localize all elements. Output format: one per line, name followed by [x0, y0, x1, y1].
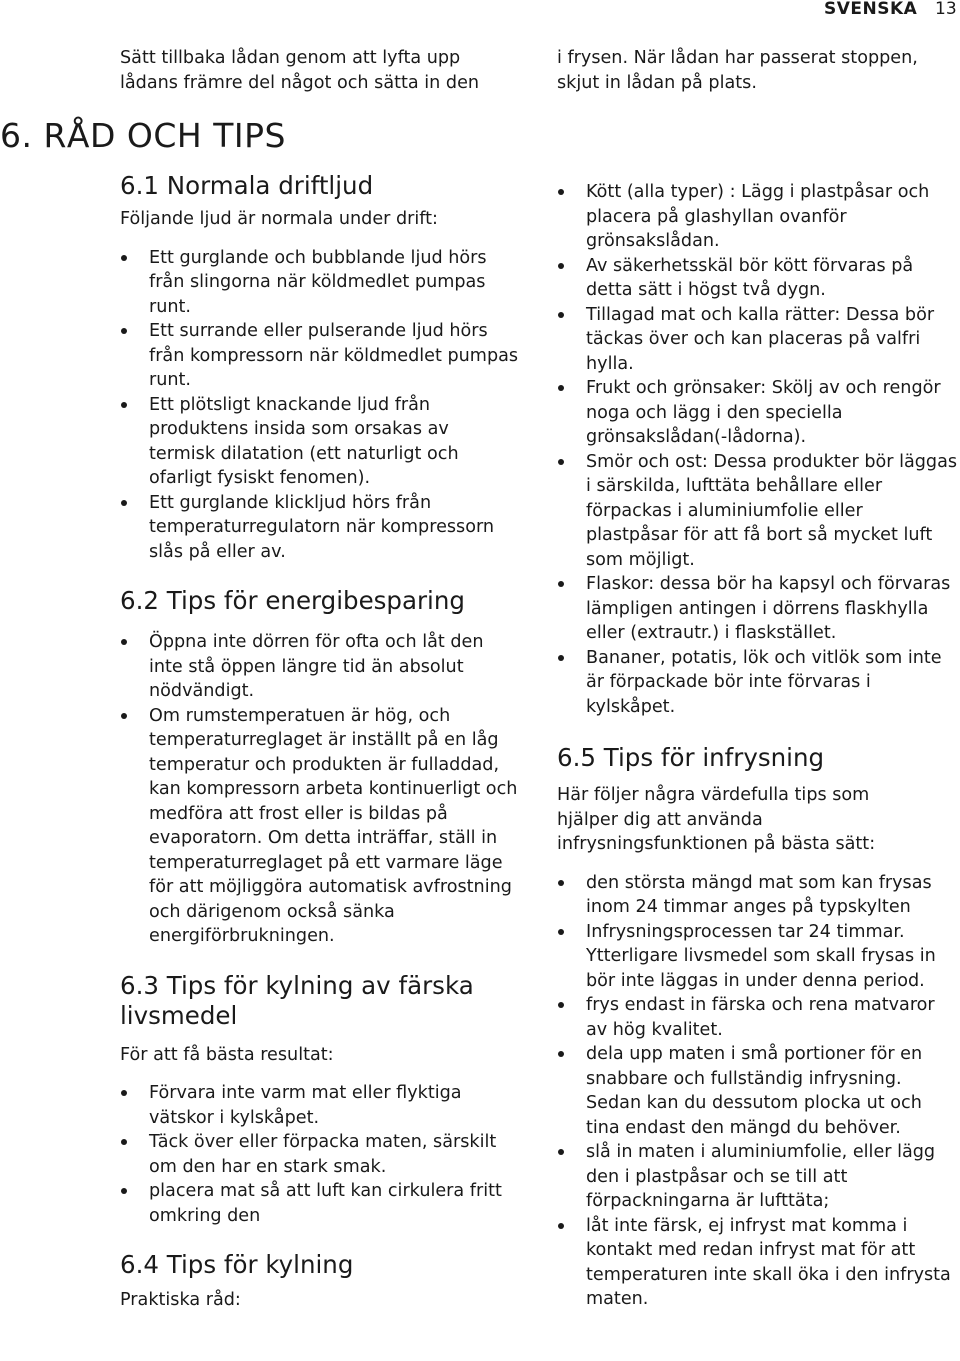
- list-item: Ett plötsligt knackande ljud från produktens insida som orsakas av termisk dilatation (ett naturligt och ofarligt fysiskt fenomen).: [120, 393, 520, 491]
- section-6-1-intro: Följande ljud är normala under drift:: [120, 209, 438, 229]
- continuation-paragraph: i frysen. När lådan har passerat stoppen, skjut in lådan på plats.: [557, 48, 918, 93]
- section-6-4-intro: Praktiska råd:: [120, 1290, 241, 1310]
- list-item: Frukt och grönsaker: Skölj av och rengör noga och lägg i den speciella grönsakslådan(-lådorna).: [557, 376, 960, 450]
- page-number: 13: [935, 0, 957, 19]
- section-6-2-list: [120, 630, 520, 949]
- left-column: [120, 46, 520, 1313]
- section-6-2-title: 6.2 Tips för energibesparing: [120, 586, 465, 615]
- list-item: Bananer, potatis, lök och vitlök som inte är förpackade bör inte förvaras i kylskåpet.: [557, 646, 960, 720]
- list-item: slå in maten i aluminiumfolie, eller lägg den i plastpåsar och se till att förpackningarna är lufttäta;: [557, 1140, 960, 1214]
- list-item: dela upp maten i små portioner för en snabbare och fullständig infrysning. Sedan kan du dessutom plocka ut och tina endast den mängd du behöver.: [557, 1042, 960, 1140]
- language-label: SVENSKA: [824, 0, 918, 19]
- list-item: Täck över eller förpacka maten, särskilt om den har en stark smak.: [120, 1130, 520, 1179]
- section-6-3-intro: För att få bästa resultat:: [120, 1044, 334, 1065]
- list-item: Tillagad mat och kalla rätter: Dessa bör täckas över och kan placeras på valfri hylla.: [557, 303, 960, 377]
- list-item: Infrysningsprocessen tar 24 timmar. Ytterligare livsmedel som skall frysas in bör inte läggas in under denna period.: [557, 920, 960, 994]
- list-item: frys endast in färska och rena matvaror av hög kvalitet.: [557, 993, 960, 1042]
- list-item: Smör och ost: Dessa produkter bör läggas i särskilda, lufttäta behållare eller förpackas i aluminiumfolie eller plastpåsar för att få bort så mycket luft som möjligt.: [557, 450, 960, 573]
- list-item: Öppna inte dörren för ofta och låt den inte stå öppen längre tid än absolut nödvändigt.: [120, 630, 520, 704]
- section-6-4-title: 6.4 Tips för kylning: [120, 1250, 354, 1279]
- intro-paragraph: Sätt tillbaka lådan genom att lyfta upp lådans främre del något och sätta in den: [120, 48, 480, 93]
- section-6-1-list: [120, 246, 520, 565]
- list-item: den största mängd mat som kan frysas inom 24 timmar anges på typskylten: [557, 871, 960, 920]
- list-item: Ett gurglande och bubblande ljud hörs från slingorna när köldmedlet pumpas runt.: [120, 246, 520, 320]
- list-item: Ett surrande eller pulserande ljud hörs från kompressorn när köldmedlet pumpas runt.: [120, 319, 520, 393]
- list-item: Om rumstemperatuen är hög, och temperaturreglaget är inställt på en låg temperatur och produkten är fulladdad, kan kompressorn arbeta kontinuerligt och medföra att frost eller is bildas på evaporatorn. Om detta inträffar, ställ in temperaturreglaget på ett varmare läge för att möjliggöra automatisk avfrostning och därigenom också sänka energiförbrukningen.: [120, 704, 520, 949]
- section-6-1-title: 6.1 Normala driftljud: [120, 171, 374, 200]
- list-item: Flaskor: dessa bör ha kapsyl och förvaras lämpligen antingen i dörrens flaskhylla eller (extrautr.) i flaskstället.: [557, 572, 960, 646]
- list-item: Av säkerhetsskäl bör kött förvaras på detta sätt i högst två dygn.: [557, 254, 960, 303]
- section-6-5-title: 6.5 Tips för infrysning: [557, 743, 825, 772]
- section-6-5-list: [557, 871, 960, 1312]
- list-item: Ett gurglande klickljud hörs från temperaturregulatorn när kompressorn slås på eller av.: [120, 491, 520, 565]
- section-6-3-list: [120, 1081, 520, 1228]
- list-item: placera mat så att luft kan cirkulera fritt omkring den: [120, 1179, 520, 1228]
- section-6-3-title: 6.3 Tips för kylning av färska livsmedel: [120, 970, 474, 1030]
- list-item: Förvara inte varm mat eller flyktiga vätskor i kylskåpet.: [120, 1081, 520, 1130]
- chapter-title: 6. RÅD OCH TIPS: [0, 116, 286, 155]
- list-item: Kött (alla typer) : Lägg i plastpåsar och placera på glashyllan ovanför grönsakslådan.: [557, 180, 960, 254]
- right-column: [557, 46, 960, 1312]
- list-item: låt inte färsk, ej infryst mat komma i kontakt med redan infryst mat för att temperaturen inte skall öka i den infrysta maten.: [557, 1214, 960, 1312]
- storage-tips-list: [557, 180, 960, 719]
- section-6-5-intro: Här följer några värdefulla tips som hjälper dig att använda infrysningsfunktionen på bästa sätt:: [557, 785, 876, 854]
